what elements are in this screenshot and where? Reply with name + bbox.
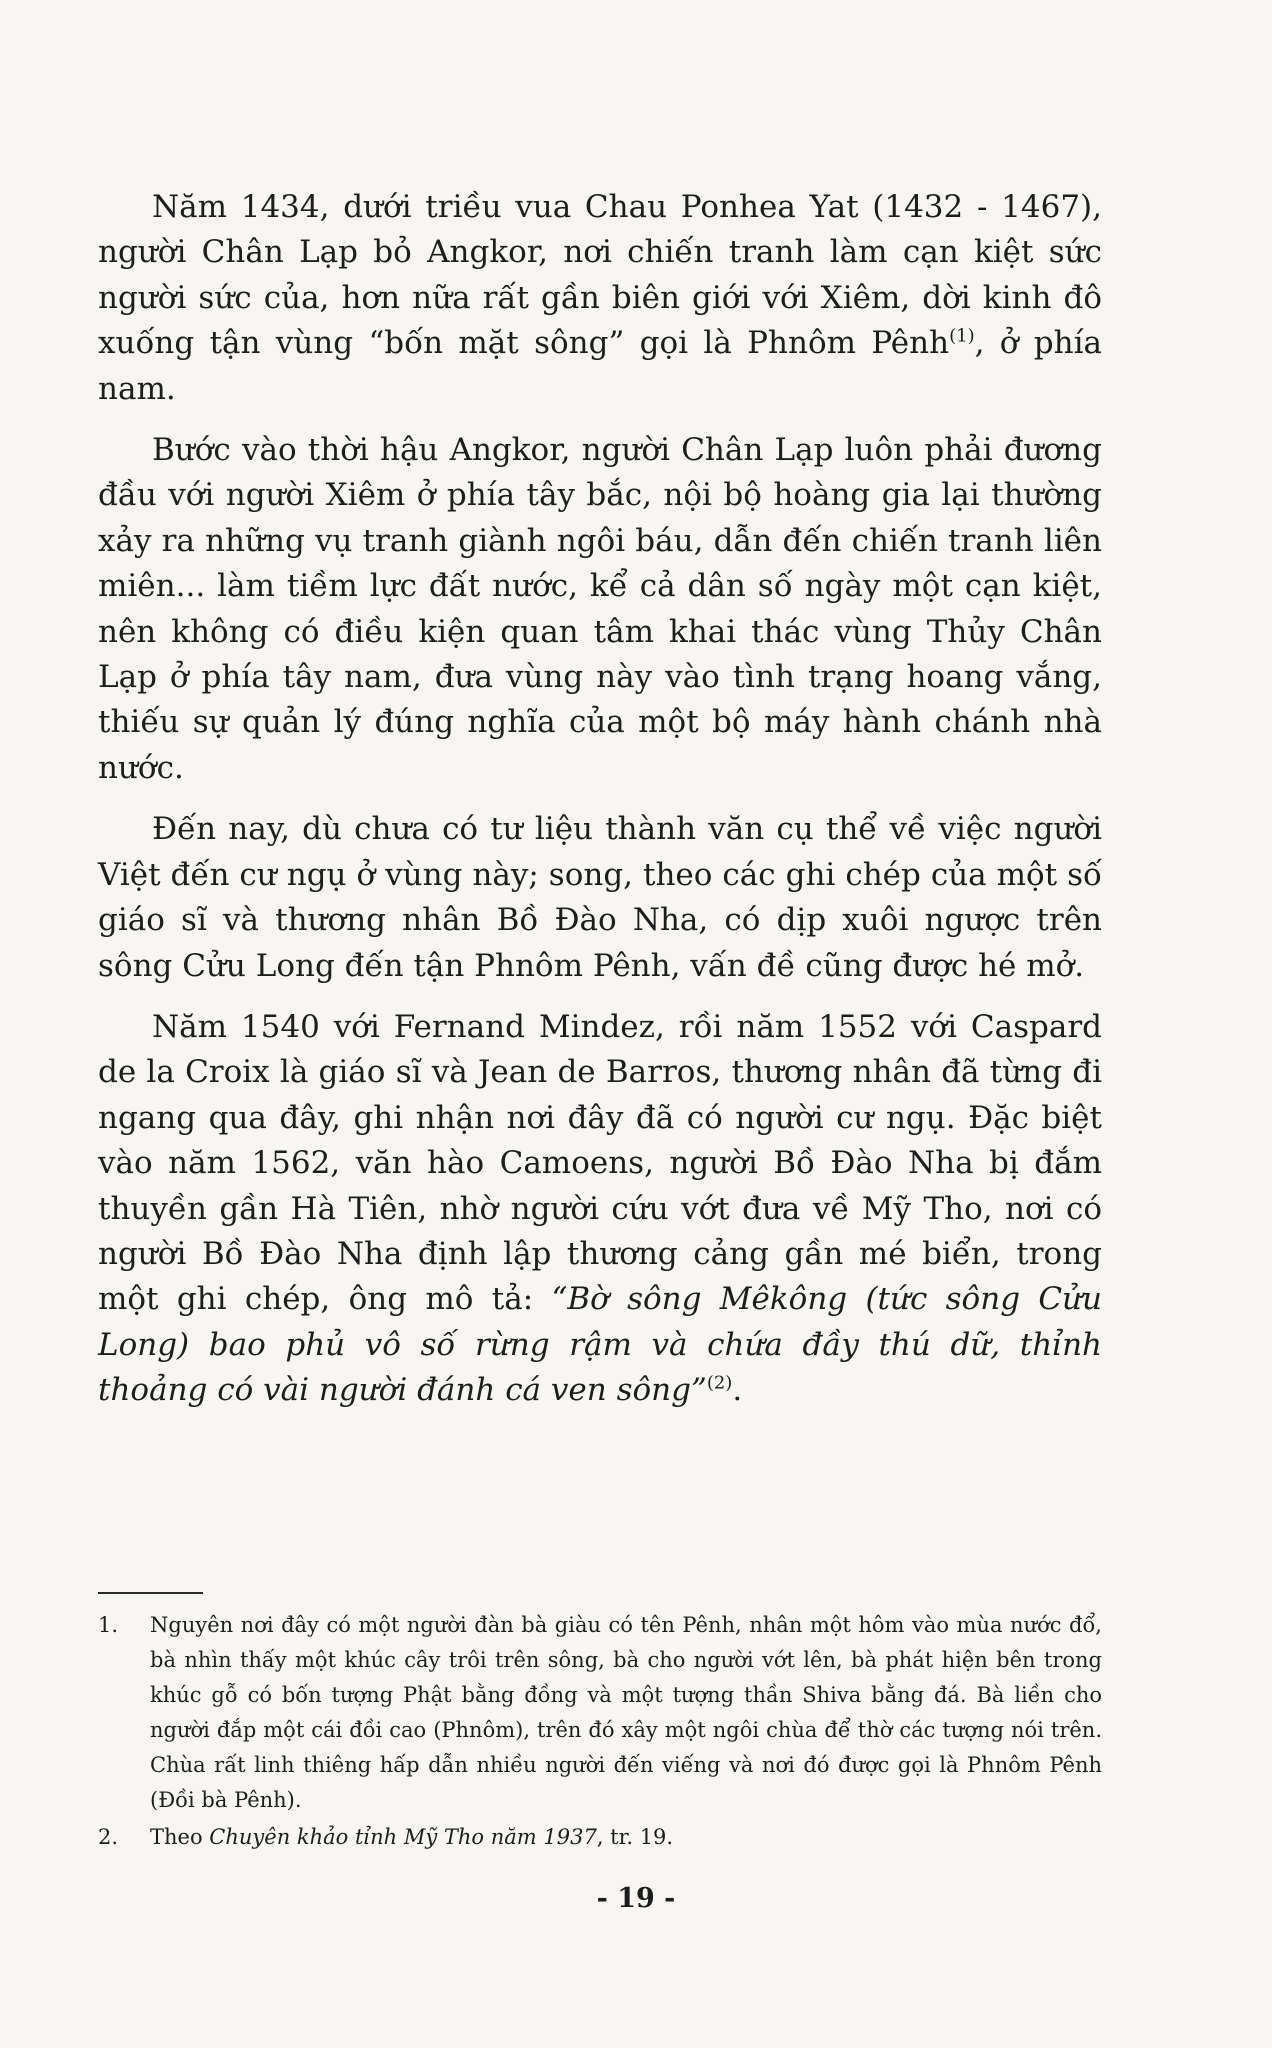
- footnote-1: [98, 1608, 1102, 1818]
- footnote-ref-2: (2): [706, 1372, 733, 1394]
- footnote-ref-1: (1): [949, 325, 975, 347]
- camoens-quote: “Bờ sông Mêkông (tức sông Cửu Long) bao phủ vô số rừng rậm và chứa đầy thú dữ, thỉnh thoảng có vài người đánh cá ven sông”: [98, 1281, 1103, 1409]
- footnote-1-text: Nguyên nơi đây có một người đàn bà giàu có tên Pênh, nhân một hôm vào mùa nước đổ, bà nhìn thấy một khúc cây trôi trên sông, bà cho người vớt lên, bà phát hiện bên trong khúc gỗ có bốn tượng Phật bằng đồng và một tượng thần Shiva bằng đá. Bà liền cho người đắp một cái đồi cao (Phnôm), trên đó xây một ngôi chùa để thờ các tượng nói trên. Chùa rất linh thiêng hấp dẫn nhiều người đến viếng và nơi đó được gọi là Phnôm Pênh (Đồi bà Pênh).: [150, 1613, 1102, 1812]
- footnote-divider: [98, 1592, 203, 1594]
- paragraph-2-text: Bước vào thời hậu Angkor, người Chân Lạp luôn phải đương đầu với người Xiêm ở phía tây bắc, nội bộ hoàng gia lại thường xảy ra những vụ tranh giành ngôi báu, dẫn đến chiến tranh liên miên... làm tiềm lực đất nước, kể cả dân số ngày một cạn kiệt, nên không có điều kiện quan tâm khai thác vùng Thủy Chân Lạp ở phía tây nam, đưa vùng này vào tình trạng hoang vắng, thiếu sự quản lý đúng nghĩa của một bộ máy hành chánh nhà nước.: [98, 432, 1102, 786]
- footnote-2-title: Chuyên khảo tỉnh Mỹ Tho năm 1937: [209, 1825, 597, 1849]
- paragraph-1: [98, 185, 1102, 412]
- paragraph-4-tail: .: [732, 1372, 743, 1409]
- paragraph-3-text: Đến nay, dù chưa có tư liệu thành văn cụ thể về việc người Việt đến cư ngụ ở vùng này; song, theo các ghi chép của một số giáo sĩ và thương nhân Bồ Đào Nha, có dịp xuôi ngược trên sông Cửu Long đến tận Phnôm Pênh, vấn đề cũng được hé mở.: [98, 811, 1102, 984]
- footnote-1-number: 1.: [98, 1613, 119, 1637]
- paragraph-4-text: Năm 1540 với Fernand Mindez, rồi năm 1552 với Caspard de la Croix là giáo sĩ và Jean de Barros, thương nhân đã từng đi ngang qua đây, ghi nhận nơi đây đã có người cư ngụ. Đặc biệt vào năm 1562, văn hào Camoens, người Bồ Đào Nha bị đắm thuyền gần Hà Tiên, nhờ người cứu vớt đưa về Mỹ Tho, nơi có người Bồ Đào Nha định lập thương cảng gần mé biển, trong một ghi chép, ông mô tả:: [98, 1008, 1102, 1318]
- main-text: [98, 185, 1102, 1430]
- paragraph-2: [98, 428, 1102, 791]
- footnote-2-text: [150, 1820, 1102, 1855]
- paragraph-1-text: Năm 1434, dưới triều vua Chau Ponhea Yat (1432 - 1467), người Chân Lạp bỏ Angkor, nơi chiến tranh làm cạn kiệt sức người sức của, hơn nữa rất gần biên giới với Xiêm, dời kinh đô xuống tận vùng “bốn mặt sông” gọi là Phnôm Pênh: [98, 189, 1102, 362]
- footnote-2-suffix: , tr. 19.: [596, 1825, 674, 1849]
- paragraph-1-tail: , ở phía nam.: [98, 325, 1102, 407]
- footnote-2-number: 2.: [98, 1825, 119, 1849]
- footnote-2: [98, 1820, 1102, 1855]
- paragraph-4: [98, 1005, 1102, 1414]
- paragraph-3: [98, 807, 1102, 989]
- footnotes: [98, 1592, 1102, 1857]
- footnote-2-prefix: Theo: [150, 1825, 210, 1849]
- page-number: - 19 -: [596, 1883, 676, 1914]
